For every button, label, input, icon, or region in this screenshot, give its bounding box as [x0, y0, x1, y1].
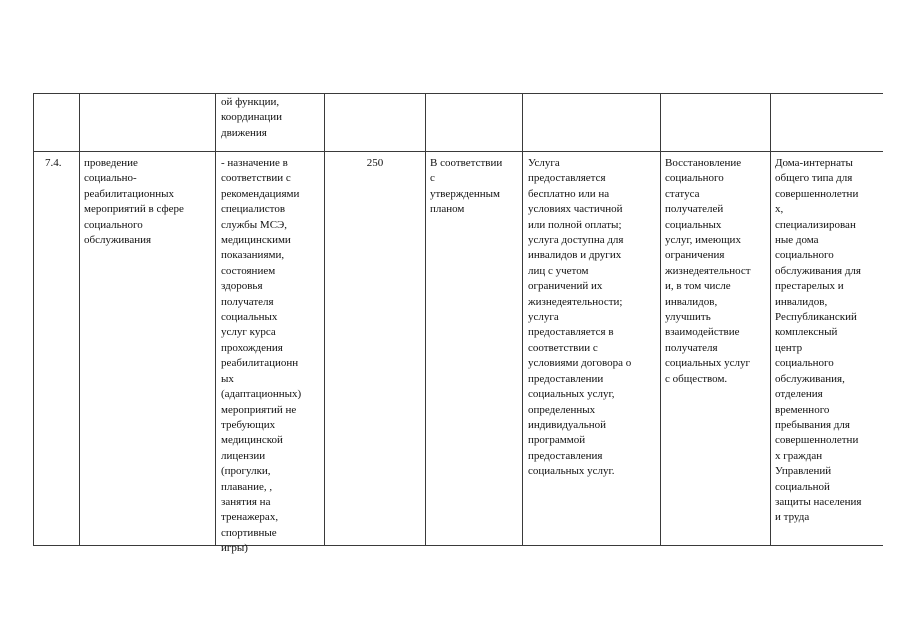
table-border-top: [33, 93, 883, 94]
table-border-bottom: [33, 545, 883, 546]
col-divider-6: [660, 93, 661, 546]
col-divider-7: [770, 93, 771, 546]
col-divider-1: [79, 93, 80, 546]
prev-row-description-tail: ой функции, координации движения: [221, 96, 283, 139]
row-divider: [33, 151, 883, 152]
service-schedule: В соответствии с утвержденным планом: [430, 157, 503, 216]
col-divider-4: [425, 93, 426, 546]
service-conditions: Услуга предоставляется бесплатно или на условиях частичной или полной оплаты; услуга доступна для инвалидов и других лиц с учетом ограничений их жизнедеятельности; услуга предоставляется в соответствии с условиями договора о предоставлении социальных услуг, определенных индивидуальной программой предоставления социальных услуг.: [528, 157, 632, 478]
service-description: - назначение в соответствии с рекомендациями специалистов службы МСЭ, медицинскими показаниями, состоянием здоровья получателя социальных услуг курса прохождения реабилитационн ых (адаптационных) мероприятий не требующих медицинской лицензии (прогулки, плавание, , занятия на тренажерах, спортивные игры): [221, 157, 302, 555]
service-result: Восстановление социального статуса получателей социальных услуг, имеющих ограничения жизнедеятельност и, в том числе инвалидов, улучшить взаимодействие получателя социальных услуг с обществом.: [665, 157, 751, 385]
row-number: 7.4.: [45, 157, 62, 169]
col-divider-5: [522, 93, 523, 546]
service-providers: Дома-интернаты общего типа для совершеннолетни х, специализирован ные дома социального обслуживания для престарелых и инвалидов, Республиканский комплексный центр социального обслуживания, отделения временного пребывания для совершеннолетни х граждан Управлений социальной защиты населения и труда: [775, 157, 862, 524]
col-border-left: [33, 93, 34, 546]
service-value: 250: [366, 157, 384, 169]
service-name: проведение социально- реабилитационных мероприятий в сфере социального обслуживания: [84, 157, 184, 247]
col-divider-2: [215, 93, 216, 546]
col-divider-3: [324, 93, 325, 546]
